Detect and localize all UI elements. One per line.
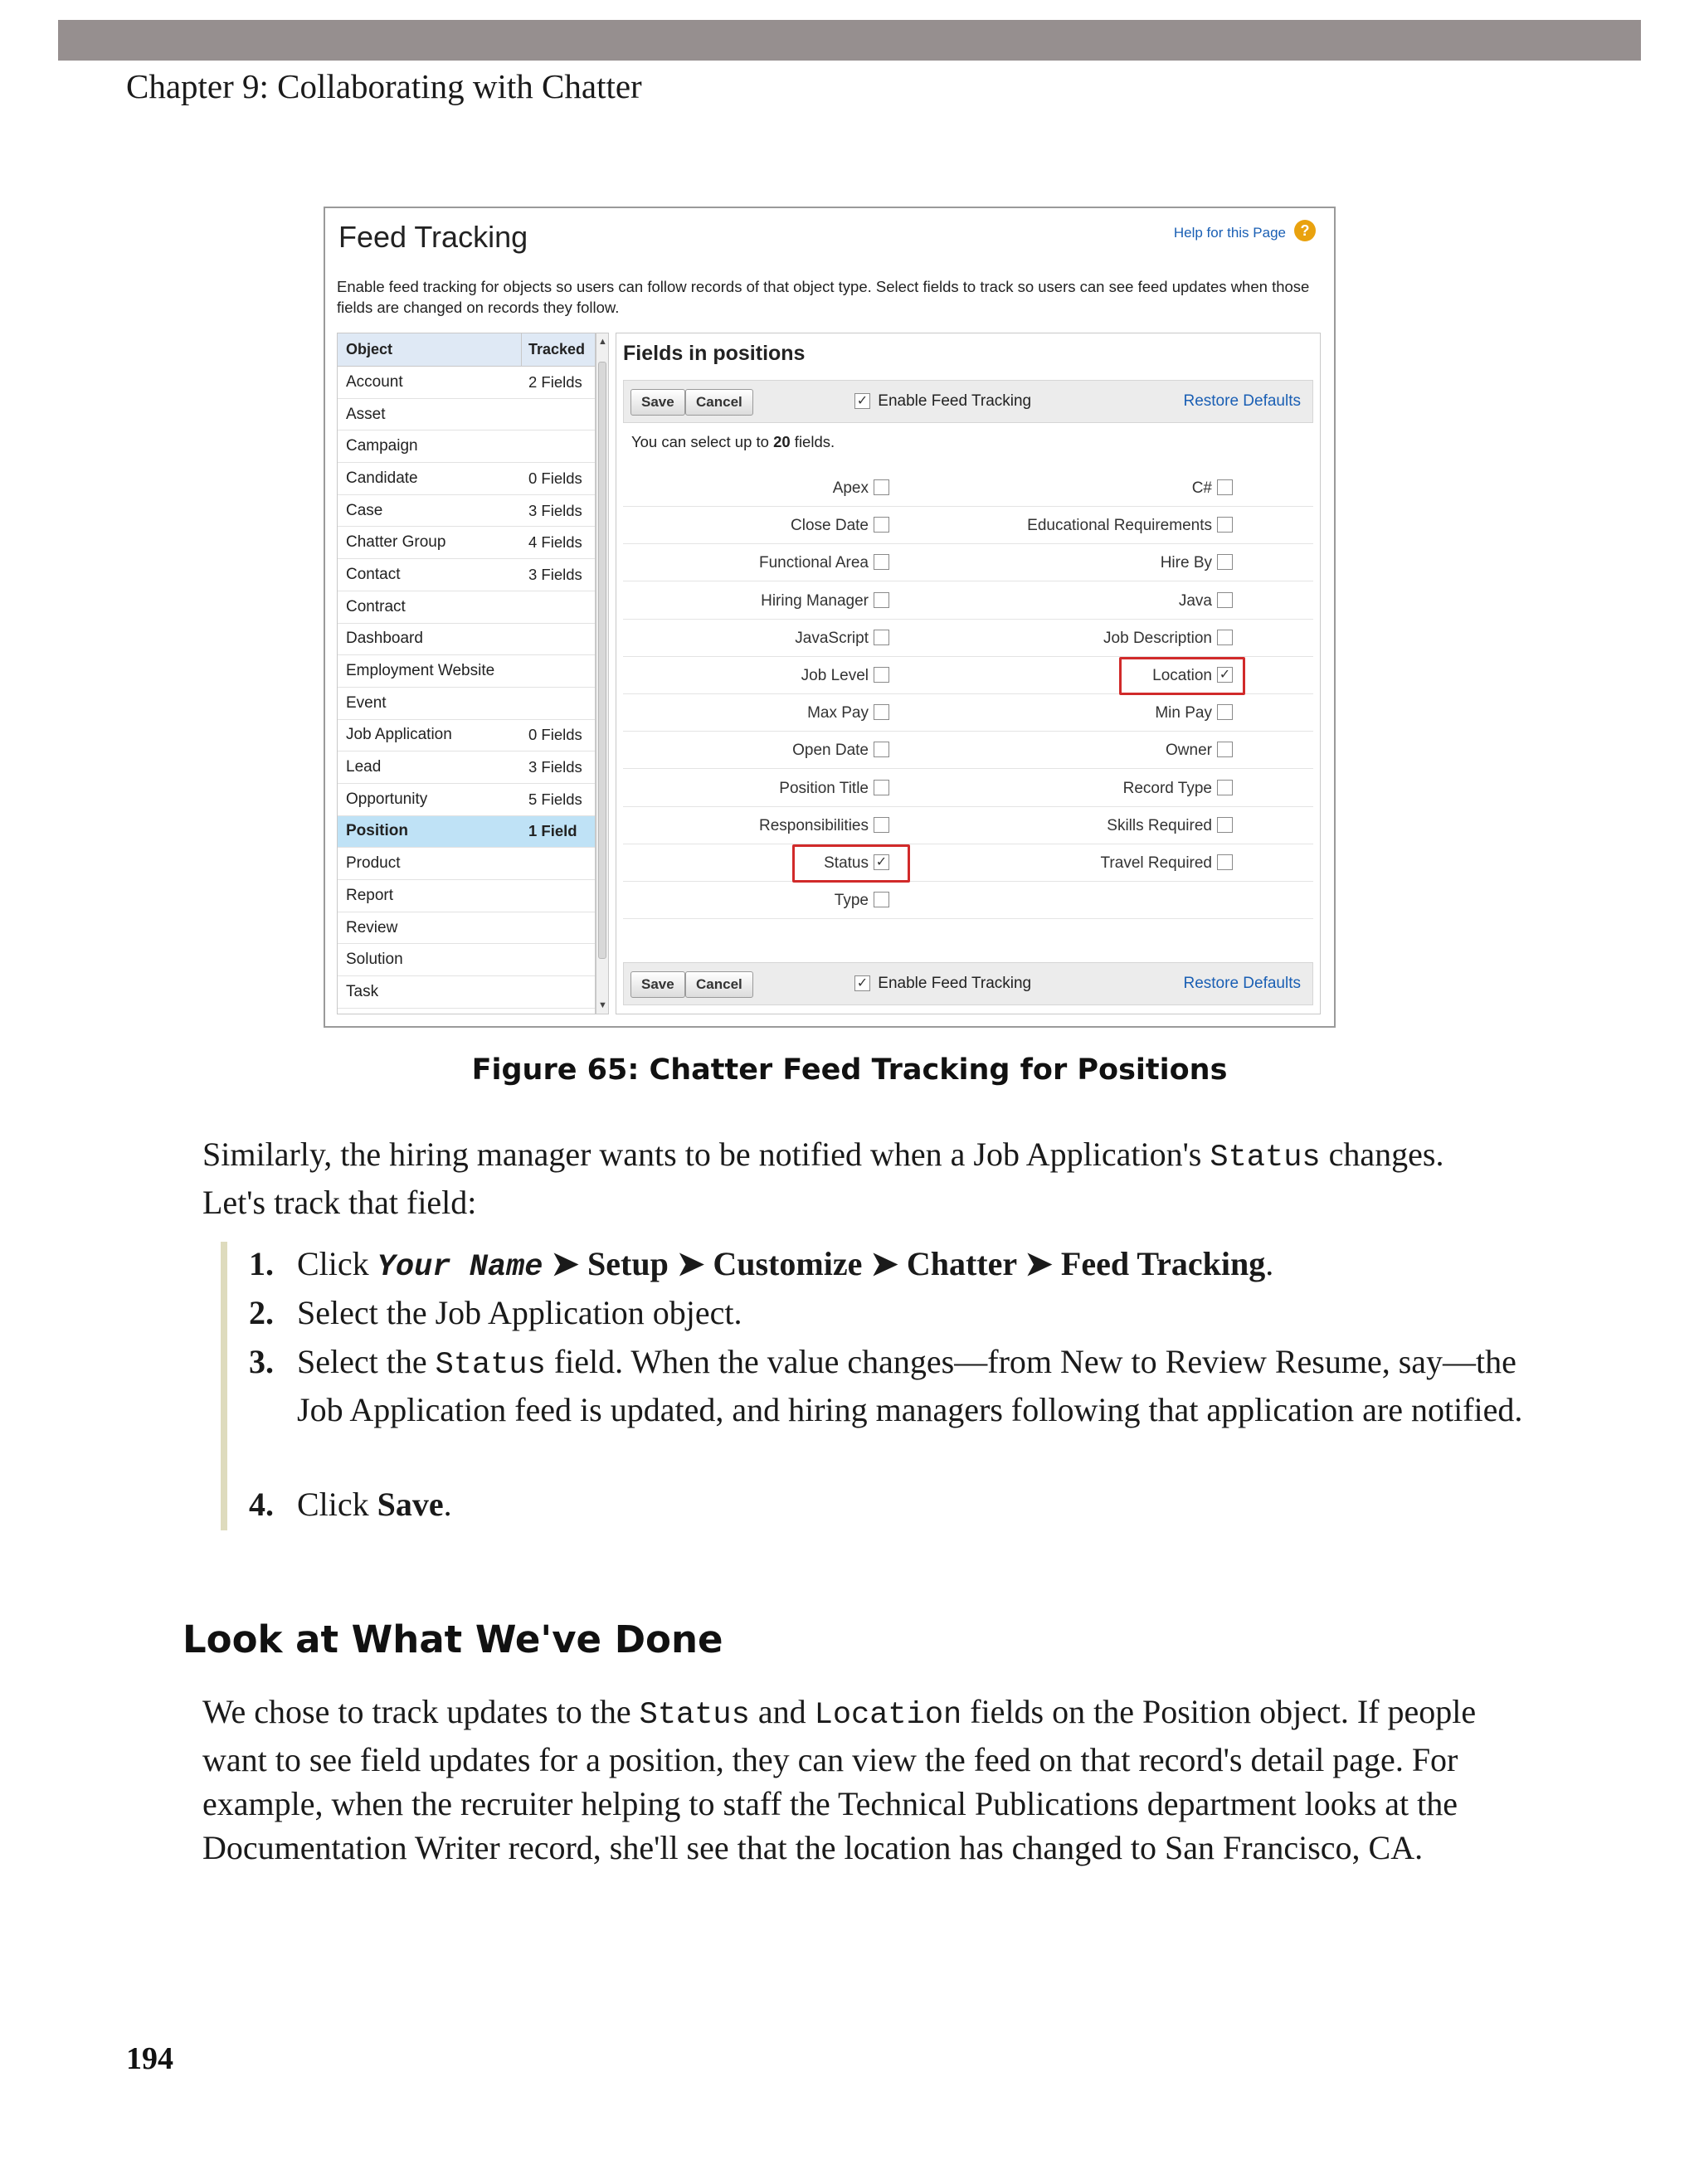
object-row[interactable] [338,655,595,688]
object-name: Job Application [346,726,452,744]
step-text: Select the [297,1343,436,1380]
object-row[interactable] [338,591,595,624]
field-row [623,507,1313,544]
object-name: Contact [346,565,401,583]
intro-text-3: Let's track that field: [202,1184,477,1221]
field-checkbox[interactable] [874,592,889,608]
object-row[interactable] [338,495,595,528]
summary-text-1: We chose to track updates to the [202,1693,640,1730]
highlight-box [792,844,910,883]
field-label: Type [834,892,869,910]
select-note-suffix: fields. [790,433,835,450]
cancel-button-top[interactable]: Cancel [685,389,753,416]
step-code: Your Name [377,1250,543,1285]
bottom-button-bar [623,962,1313,1005]
scroll-thumb[interactable] [598,362,606,959]
field-checkbox[interactable]: ✓ [1217,667,1233,683]
field-row [623,469,1313,507]
object-row[interactable] [338,880,595,912]
field-row [623,844,1313,882]
object-row[interactable] [338,430,595,463]
field-label: Hire By [1160,554,1212,572]
field-label: Skills Required [1107,816,1212,834]
object-list-header [338,333,595,367]
top-button-bar [623,380,1313,423]
field-label: Educational Requirements [1027,517,1212,535]
save-button-bottom[interactable]: Save [630,971,685,998]
object-row[interactable] [338,944,595,976]
field-label: Hiring Manager [761,591,869,610]
object-name: Dashboard [346,630,423,648]
object-name: Case [346,501,383,519]
arrow-icon: ➤ [1016,1245,1061,1282]
field-row [623,882,1313,919]
step-number: 3. [249,1343,274,1380]
object-tracked-count: 3 Fields [528,565,582,583]
object-name: Solution [346,951,403,969]
fields-panel [616,333,1321,1014]
feed-tracking-description: Enable feed tracking for objects so users can follow records of that object type. Select fields to track so users can see feed updates when those fields are changed on records they follow. [337,278,1310,316]
field-row [623,732,1313,769]
object-tracked-count: 0 Fields [528,726,582,744]
object-tracked-count: 1 Field [528,822,577,840]
object-name: Lead [346,758,382,776]
arrow-icon: ➤ [862,1245,907,1282]
object-tracked-count: 2 Fields [528,372,582,391]
step-body: Select the Job Application object. [297,1294,742,1331]
object-row[interactable] [338,976,595,1009]
field-checkbox[interactable] [874,742,889,757]
restore-defaults-bottom[interactable]: Restore Defaults [1183,975,1301,992]
field-label: Record Type [1122,779,1212,797]
object-name: Review [346,918,398,936]
field-label: Functional Area [758,554,869,572]
chapter-title: Chapter 9: Collaborating with Chatter [126,67,642,105]
object-name: Employment Website [346,662,495,680]
object-tracked-count: 4 Fields [528,533,582,552]
object-name: Campaign [346,437,418,455]
object-row[interactable] [338,367,595,399]
object-row[interactable] [338,752,595,784]
object-row[interactable] [338,912,595,945]
arrow-icon: ➤ [668,1245,713,1282]
field-row [623,807,1313,844]
object-name: Report [346,886,394,904]
object-row[interactable] [338,688,595,720]
field-checkbox[interactable] [1217,479,1233,495]
enable-feed-tracking-label-bottom: Enable Feed Tracking [878,975,1032,992]
field-checkbox[interactable] [1217,517,1233,533]
menu-chatter: Chatter [906,1245,1017,1282]
select-note-prefix: You can select up to [631,433,774,450]
enable-feed-tracking-label-top: Enable Feed Tracking [878,392,1032,410]
steps-sidebar-rule [221,1242,227,1530]
field-checkbox[interactable] [1217,817,1233,833]
step-number: 2. [249,1294,274,1331]
step-body [297,1340,1525,1432]
field-label: Apex [832,479,869,497]
object-name: Chatter Group [346,533,446,552]
scroll-down-icon[interactable]: ▼ [598,1000,607,1010]
enable-feed-tracking-checkbox-bottom[interactable]: ✓ [854,975,870,991]
object-name: Asset [346,405,386,423]
step-4 [249,1482,452,1526]
object-name: Opportunity [346,790,428,808]
object-tracked-count: 0 Fields [528,469,582,487]
field-checkbox[interactable] [1217,630,1233,645]
object-row[interactable] [338,463,595,495]
field-row [623,770,1313,807]
fields-title: Fields in positions [623,342,806,365]
menu-feed-tracking: Feed Tracking [1060,1245,1266,1282]
step-end: . [443,1486,452,1523]
enable-feed-tracking-checkbox-top[interactable]: ✓ [854,393,870,409]
feed-tracking-screenshot [324,207,1336,1028]
step-text: Click [297,1245,377,1282]
step-text: field. When the value changes—from New to Review Resume, say—the Job Application feed is updated, and hiring managers following that application are notified. [297,1343,1523,1428]
help-link[interactable]: Help for this Page [1173,225,1286,241]
field-label: Owner [1166,742,1212,760]
field-checkbox[interactable] [874,630,889,645]
object-row[interactable] [338,559,595,591]
field-checkbox[interactable] [874,554,889,570]
object-tracked-count: 3 Fields [528,501,582,519]
summary-text-2: and [749,1693,815,1730]
step-body [297,1482,1525,1526]
tracked-column-header[interactable]: Tracked [528,341,586,358]
object-row[interactable] [338,399,595,431]
field-row [623,620,1313,657]
object-name: Task [346,982,379,1000]
step-end: . [1265,1245,1274,1282]
object-list-scrollbar[interactable] [596,333,609,1014]
object-row[interactable] [338,816,595,849]
field-checkbox[interactable] [874,479,889,495]
field-checkbox[interactable] [874,892,889,907]
figure-caption: Figure 65: Chatter Feed Tracking for Positions [471,1053,1228,1087]
enable-feed-tracking-top[interactable] [854,392,1031,411]
object-list [337,333,596,1014]
step-number: 1. [249,1245,274,1282]
summary-text-3: fields on the Position object. If people want to see field updates for a position, they can view the feed on that record's detail page. For example, when the recruiter helping to staff the Technical Publications department looks at the Documentation Writer record, she'll see that the location has changed to San Francisco, CA. [202,1693,1477,1866]
field-label: Min Pay [1155,704,1212,722]
object-name: Contract [346,597,406,615]
step-1 [249,1242,1274,1286]
object-row[interactable] [338,527,595,559]
field-label: Position Title [779,779,869,797]
object-row[interactable] [338,848,595,880]
object-name: Position [346,822,408,840]
cancel-button-bottom[interactable]: Cancel [685,971,753,998]
field-checkbox[interactable] [1217,780,1233,795]
summary-paragraph [202,1690,1480,1870]
object-name: Event [346,693,387,712]
arrow-icon: ➤ [543,1245,588,1282]
field-label: Responsibilities [758,816,869,834]
field-label: Job Level [801,667,869,684]
field-label: Close Date [791,517,869,535]
field-row [623,582,1313,620]
field-row [623,657,1313,694]
field-label: Location [1152,667,1212,684]
field-checkbox[interactable] [874,667,889,683]
highlight-box [1119,657,1245,695]
field-label: Travel Required [1100,854,1212,872]
step-text: Click [297,1486,377,1523]
field-checkbox[interactable] [1217,592,1233,608]
header-bar [58,20,1641,61]
field-checkbox[interactable] [1217,854,1233,870]
field-checkbox[interactable] [874,517,889,533]
step-2 [249,1291,742,1335]
field-label: C# [1191,479,1212,497]
intro-code: Status [1210,1141,1321,1175]
object-rows [338,367,595,1009]
field-checkbox[interactable] [1217,704,1233,720]
field-checkbox[interactable] [1217,742,1233,757]
field-row [623,544,1313,581]
object-tracked-count: 3 Fields [528,758,582,776]
field-checkbox[interactable] [874,780,889,795]
step-body [297,1242,1525,1290]
field-checkbox[interactable]: ✓ [874,854,889,870]
step-code: Status [435,1348,546,1383]
menu-setup: Setup [587,1245,669,1282]
intro-text-2: changes. [1320,1136,1444,1173]
select-note-number: 20 [773,433,791,450]
scroll-up-icon[interactable]: ▲ [598,337,607,347]
object-name: Candidate [346,469,418,487]
select-limit-note [631,433,835,451]
field-checkbox[interactable] [874,704,889,720]
summary-code-1: Status [639,1698,750,1733]
object-row[interactable] [338,784,595,816]
intro-paragraph [202,1132,1513,1224]
object-column-header[interactable]: Object [338,333,522,366]
save-button-top[interactable]: Save [630,389,685,416]
summary-code-2: Location [814,1698,962,1733]
field-label: Java [1178,591,1212,610]
help-icon[interactable]: ? [1294,220,1316,241]
field-checkbox[interactable] [1217,554,1233,570]
field-label: JavaScript [795,629,869,647]
restore-defaults-top[interactable]: Restore Defaults [1183,392,1301,410]
step-bold: Save [377,1486,444,1523]
section-heading: Look at What We've Done [183,1617,723,1661]
field-label: Status [824,854,869,872]
menu-customize: Customize [713,1245,863,1282]
field-label: Open Date [792,742,869,760]
page-number: 194 [126,2041,173,2076]
object-row[interactable] [338,720,595,752]
feed-tracking-title: Feed Tracking [338,220,528,254]
object-name: Account [346,372,403,391]
step-number: 4. [249,1486,274,1523]
field-label: Job Description [1103,629,1212,647]
enable-feed-tracking-bottom[interactable] [854,975,1031,993]
field-label: Max Pay [807,704,869,722]
object-name: Product [346,854,401,873]
field-row [623,694,1313,732]
intro-text-1: Similarly, the hiring manager wants to be notified when a Job Application's [202,1136,1210,1173]
object-tracked-count: 5 Fields [528,790,582,808]
field-checkbox[interactable] [874,817,889,833]
step-3 [249,1340,1523,1428]
object-row[interactable] [338,624,595,656]
